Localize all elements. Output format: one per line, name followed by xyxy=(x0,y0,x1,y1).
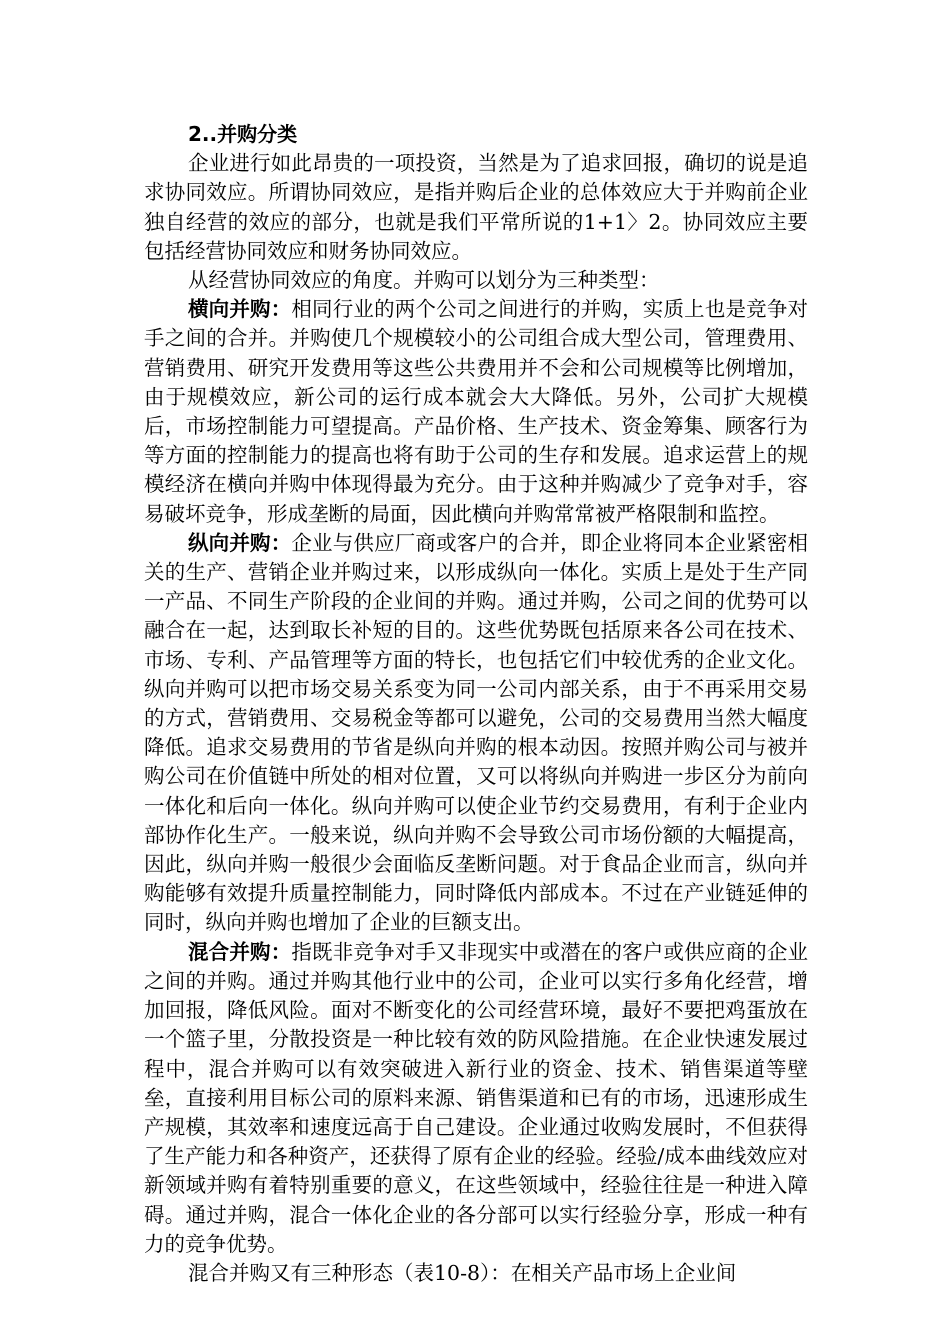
mixed-merger-text: 指既非竞争对手又非现实中或潜在的客户或供应商的企业之间的并购。通过并购其他行业中的公司，企业可以实行多角化经营，增加回报，降低风险。面对不断变化的公司经营环境，最好不要把鸡蛋放在一个篮子里，分散投资是一种比较有效的防风险措施。在企业快速发展过程中，混合并购可以有效突破进入新行业的资金、技术、销售渠道等壁垒，直接利用目标公司的原料来源、销售渠道和已有的市场，迅速形成生产规模，其效率和速度远高于自己建设。企业通过收购发展时，不但获得了生产能力和各种资产，还获得了原有企业的经验。经验/成本曲线效应对新领域并购有着特别重要的意义，在这些领域中，经验往往是一种进入障碍。通过并购，混合一体化企业的各分部可以实行经验分享，形成一种有力的竞争优势。 xyxy=(144,939,809,1256)
document-body xyxy=(144,120,808,1288)
horizontal-merger-term: 横向并购： xyxy=(188,297,292,322)
horizontal-merger-paragraph xyxy=(144,295,808,529)
mixed-merger-term: 混合并购： xyxy=(188,939,292,964)
horizontal-merger-text: 相同行业的两个公司之间进行的并购，实质上也是竞争对手之间的合并。并购使几个规模较小的公司组合成大型公司，管理费用、营销费用、研究开发费用等这些公共费用并不会和公司规模等比例增加，由于规模效应，新公司的运行成本就会大大降低。另外，公司扩大规模后，市场控制能力可望提高。产品价格、生产技术、资金筹集、顾客行为等方面的控制能力的提高也将有助于公司的生存和发展。追求运营上的规模经济在横向并购中体现得最为充分。由于这种并购减少了竞争对手，容易破坏竞争，形成垄断的局面，因此横向并购常常被严格限制和监控。 xyxy=(144,297,809,526)
mixed-merger-paragraph xyxy=(144,938,808,1259)
section-heading: 2..并购分类 xyxy=(188,122,298,146)
lead-paragraph: 从经营协同效应的角度。并购可以划分为三种类型： xyxy=(188,268,660,293)
vertical-merger-paragraph xyxy=(144,529,808,938)
vertical-merger-text: 企业与供应厂商或客户的合并，即企业将同本企业紧密相关的生产、营销企业并购过来，以形成纵向一体化。实质上是处于生产同一产品、不同生产阶段的企业间的并购。通过并购，公司之间的优势可以融合在一起，达到取长补短的目的。这些优势既包括原来各公司在技术、市场、专利、产品管理等方面的特长，也包括它们中较优秀的企业文化。纵向并购可以把市场交易关系变为同一公司内部关系，由于不再采用交易的方式，营销费用、交易税金等都可以避免，公司的交易费用当然大幅度降低。追求交易费用的节省是纵向并购的根本动因。按照并购公司与被并购公司在价值链中所处的相对位置，又可以将纵向并购进一步区分为前向一体化和后向一体化。纵向并购可以使企业节约交易费用，有利于企业内部协作化生产。一般来说，纵向并购不会导致公司市场份额的大幅提高，因此，纵向并购一般很少会面临反垄断问题。对于食品企业而言，纵向并购能够有效提升质量控制能力，同时降低内部成本。不过在产业链延伸的同时，纵向并购也增加了企业的巨额支出。 xyxy=(144,530,809,935)
vertical-merger-term: 纵向并购： xyxy=(188,530,292,555)
intro-paragraph: 企业进行如此昂贵的一项投资，当然是为了追求回报，确切的说是追求协同效应。所谓协同效应，是指并购后企业的总体效应大于并购前企业独自经营的效应的部分，也就是我们平常所说的1+1〉2。协同效应主要包括经营协同效应和财务协同效应。 xyxy=(144,151,808,263)
closing-paragraph: 混合并购又有三种形态（表10-8）：在相关产品市场上企业间 xyxy=(188,1260,737,1285)
